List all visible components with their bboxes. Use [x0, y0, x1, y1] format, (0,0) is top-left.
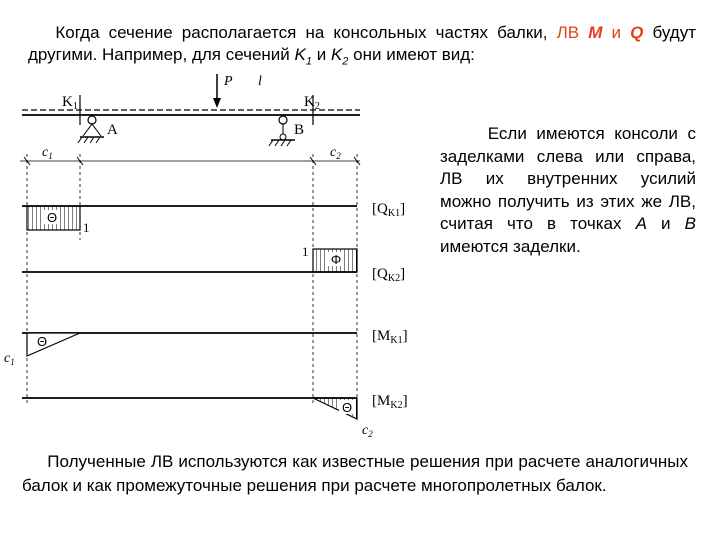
label-m-k2-sub: K2	[390, 400, 403, 411]
side-and-text: и	[646, 214, 685, 233]
dim-c1-m1	[4, 351, 15, 367]
dim-c2-label	[330, 145, 341, 161]
intro-and2-text: и	[311, 45, 331, 64]
support-a	[78, 116, 104, 143]
intro-m-symbol: M	[588, 23, 603, 42]
outro-text: Полученные ЛВ используются как известные решения при расчете аналогичных балок и как промежуточные решения при расчете многопролетных балок.	[22, 452, 688, 495]
dim-c1-m1-letter: c	[4, 351, 11, 366]
section-k2-sub: 2	[314, 101, 320, 112]
projection-lines	[27, 154, 357, 420]
intro-lead-text: Когда сечение располагается на консольных частях балки,	[55, 23, 557, 42]
section-k2-letter: K	[304, 94, 315, 110]
dim-c2-m2-sub: 2	[368, 429, 373, 439]
side-a-symbol: A	[635, 214, 647, 233]
intro-and-text: и	[602, 23, 631, 42]
sign-plus-q2: Φ	[330, 252, 342, 267]
label-m-k2-letter: M	[377, 393, 391, 409]
section-k1-letter: K	[62, 94, 73, 110]
section-k1-sub: 1	[72, 101, 78, 112]
side-end-text: имеются заделки.	[440, 236, 581, 256]
sign-minus-m1: Θ	[36, 334, 48, 349]
dim-c1-letter: c	[42, 145, 49, 160]
support-b	[269, 116, 295, 146]
sign-minus-m2: Θ	[341, 400, 353, 415]
dim-c2-letter: c	[330, 145, 337, 160]
unit-mark-q2: 1	[302, 244, 309, 259]
section-k1-label	[62, 94, 78, 112]
lv-q-k1	[22, 206, 357, 235]
side-b-symbol: B	[684, 214, 696, 233]
load-arrow-p	[213, 74, 221, 108]
label-m-k1-sub: K1	[390, 335, 403, 346]
label-q-k1: $[Q_{K1}]$	[372, 201, 406, 219]
load-label: P	[224, 74, 233, 89]
dim-c1-m1-sub: 1	[10, 357, 15, 367]
lv-q-k2	[22, 244, 357, 272]
intro-k2-symbol: K	[330, 45, 343, 64]
intro-q-symbol: Q	[630, 23, 644, 42]
intro-k1-sub: 1	[305, 55, 312, 68]
dim-c1-sub: 1	[48, 151, 53, 161]
outro-paragraph	[22, 450, 688, 498]
label-q-k1-letter: Q	[377, 201, 388, 217]
label-m-k2: $[M_{K2}]$	[372, 393, 408, 411]
label-m-k1-letter: M	[377, 328, 391, 344]
label-q-k2-letter: Q	[377, 266, 388, 282]
dimension-line	[20, 157, 360, 165]
intro-end-text: они имеют вид:	[348, 45, 475, 64]
influence-lines-diagram	[0, 60, 440, 445]
lv-m-k2	[22, 398, 357, 419]
section-k2-label	[304, 94, 320, 112]
label-q-k2: $[Q_{K2}]$	[372, 266, 406, 284]
side-paragraph	[440, 123, 696, 258]
lv-m-k1	[22, 333, 357, 356]
dim-c1-label	[42, 145, 53, 161]
intro-lv-text: ЛВ	[556, 23, 580, 42]
sign-minus-q1: Θ	[46, 210, 58, 225]
label-q-k1-sub: K1	[387, 208, 401, 219]
load-dim-label: l	[258, 74, 262, 89]
support-a-label: A	[107, 122, 118, 138]
label-q-k2-sub: K2	[387, 273, 401, 284]
dim-c2-m2	[362, 423, 373, 439]
intro-rest-text: будут другими. Например, для сечений	[28, 23, 696, 64]
intro-k2-sub: 2	[342, 55, 349, 68]
unit-mark-q1: 1	[83, 220, 90, 235]
intro-k1-symbol: K	[294, 45, 306, 64]
dim-c2-m2-letter: c	[362, 423, 369, 438]
dim-c2-sub: 2	[336, 151, 341, 161]
label-m-k1: $[M_{K1}]$	[372, 328, 408, 346]
support-b-label: B	[294, 122, 305, 138]
side-lead-text: Если имеются консоли с заделками слева или справа, ЛВ их внутренних усилий можно получить из этих же ЛВ, считая что в точках	[440, 124, 696, 233]
